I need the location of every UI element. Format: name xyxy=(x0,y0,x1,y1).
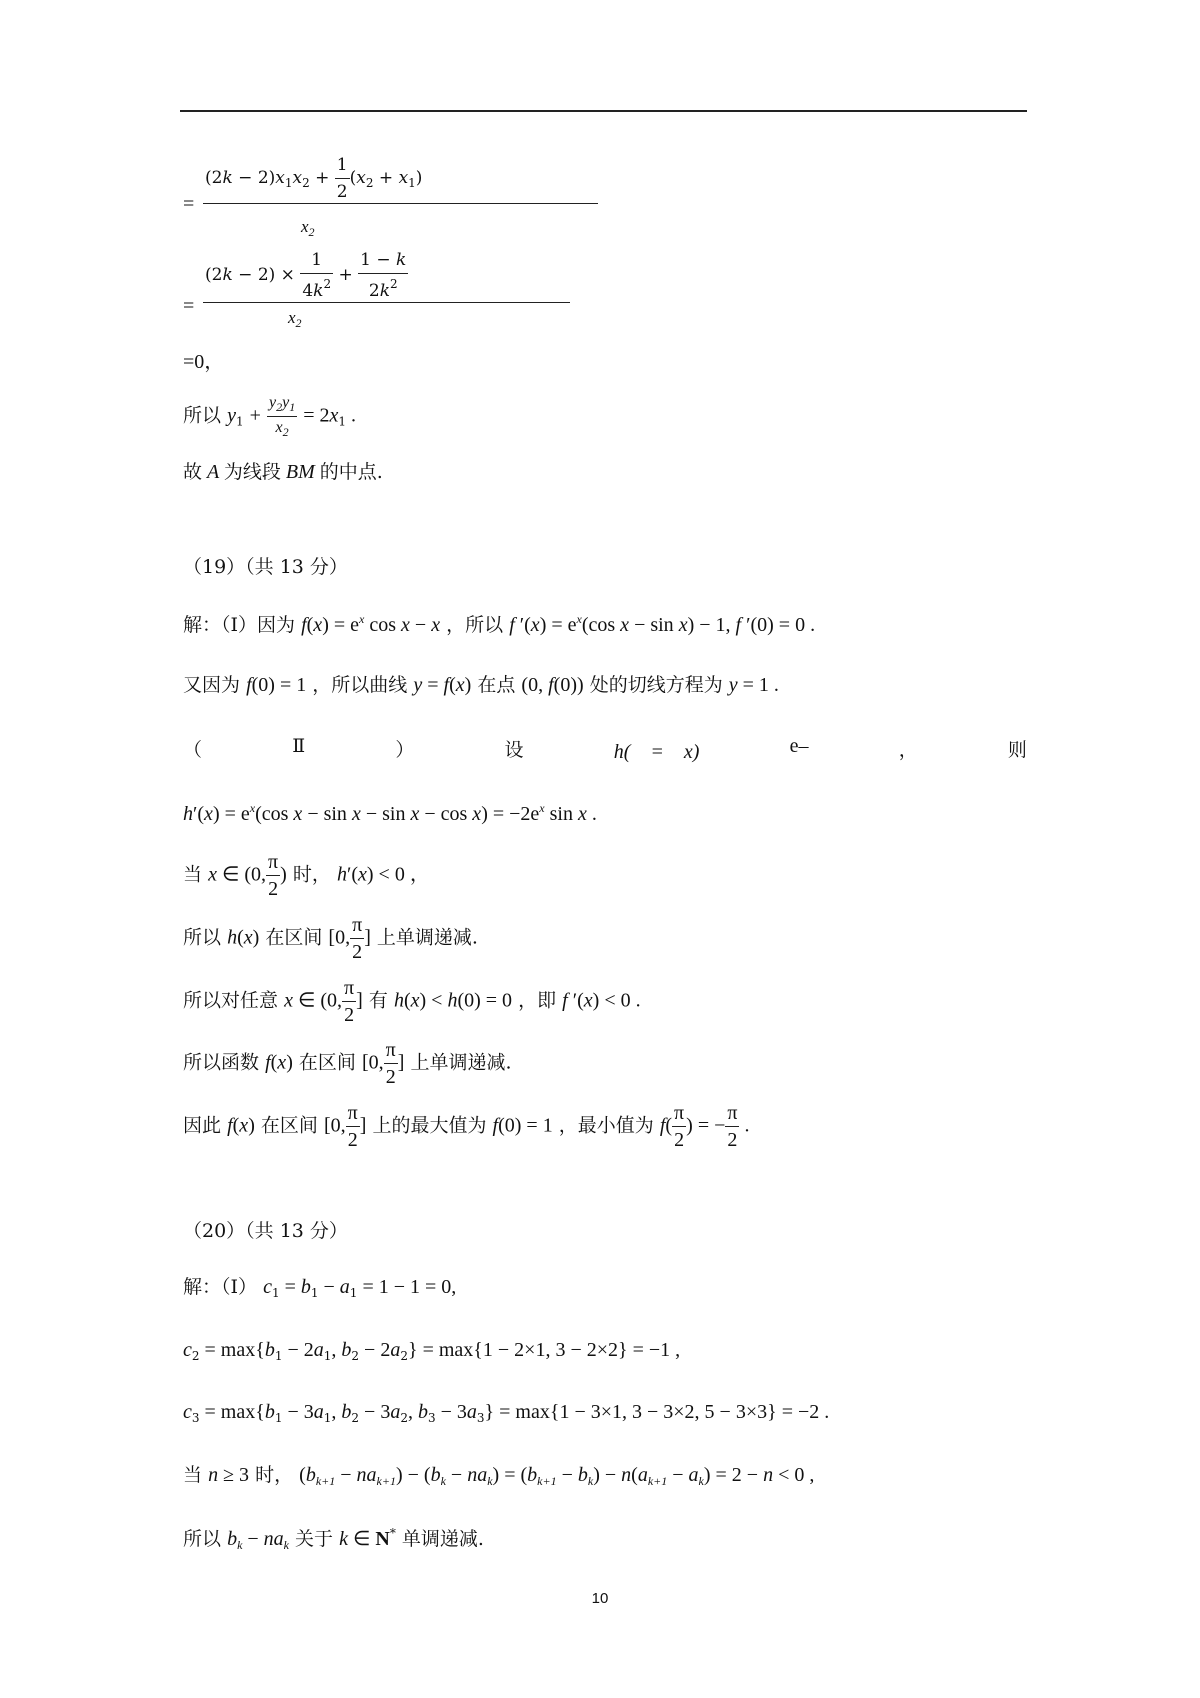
page-number: 10 xyxy=(591,1590,609,1607)
header-rule xyxy=(180,110,1027,112)
q19-line-6: 所以 h(x) 在区间 [0, $\frac{\pi}{2}$ ] 上单调递减. xyxy=(183,914,478,963)
q19-line-7: 所以对任意 x ∈ (0, $\frac{\pi}{2}$ ] 有 h(x) < h(0) = 0 ，即 f ′(x) < 0 . xyxy=(183,977,641,1026)
q19-line-2: 又因为 f(0) = 1 ，所以曲线 y = f(x) 在点 (0, f(0)) 处的切线方程为 y = 1 . xyxy=(183,674,779,696)
q19-line-5: 当 x ∈ (0, $\frac{\pi}{2}$ ) 时， h′(x) < 0 ， xyxy=(183,851,430,900)
q19-header: （19）（共 13 分） xyxy=(183,556,348,578)
q20-line-5: 所以 $b_k - na_k$ 关于 k ∈ N* 单调递减. xyxy=(183,1526,484,1552)
q19-line-9: 因此 f(x) 在区间 [0, $\frac{\pi}{2}$ ] 上的最大值为 f(0) = 1 ，最小值为 f( $\frac{\pi}{2}$ ) = − $\frac{\pi}{2}$ . xyxy=(183,1102,750,1151)
q20-line-4: 当 n ≥ 3 时， $(b_{k+1} - na_{k+1}) - (b_k - na_k) = (b_{k+1} - b_k) - n(a_{k+1} - a_k) = 2 - n < 0$ , xyxy=(183,1464,815,1488)
q20-line-3: $c_3 = \max\{b_1 - 3a_1$, $b_2 - 3a_2$, $b_3 - 3a_3\} = \max\{1 - 3\times 1$, 3 − 3×2, 5 − 3×3} = −2 . xyxy=(183,1401,830,1425)
eq-zero-line: =0， xyxy=(183,351,225,373)
so-y-line: 所以 $y_1$ + $\frac{y_2y_1}{x_2}$ = $2x_1$ . xyxy=(183,394,357,439)
q20-line-1: 解：（Ⅰ） $c_1 = b_1 - a_1 = 1 - 1 = 0$, xyxy=(183,1276,457,1300)
q20-header: （20）（共 13 分） xyxy=(183,1220,348,1242)
q20-line-2: $c_2 = \max\{b_1 - 2a_1$, $b_2 - 2a_2\} = \max\{1 - 2\times 1$, 3 − 2×2} = −1 , xyxy=(183,1339,681,1363)
q19-line-8: 所以函数 f(x) 在区间 [0, $\frac{\pi}{2}$ ] 上单调递减. xyxy=(183,1039,512,1088)
q19-line-3: （ Ⅱ ） 设 h( = x) e– ， 则 xyxy=(183,735,1027,763)
q19-line-4: $h'(x) = e^x(\cos$ $x - \sin x - \sin x - \cos x) = -2e^x$ sin x . xyxy=(183,801,597,825)
midpoint-line: 故 A 为线段 BM 的中点. xyxy=(183,461,383,483)
q19-line-1: 解：（Ⅰ）因为 $f(x) = e^x$ cos x − x ，所以 f $'(x) = e^x(\cos$ x − sin x) − 1, f ′(0) = 0 . xyxy=(183,612,816,636)
